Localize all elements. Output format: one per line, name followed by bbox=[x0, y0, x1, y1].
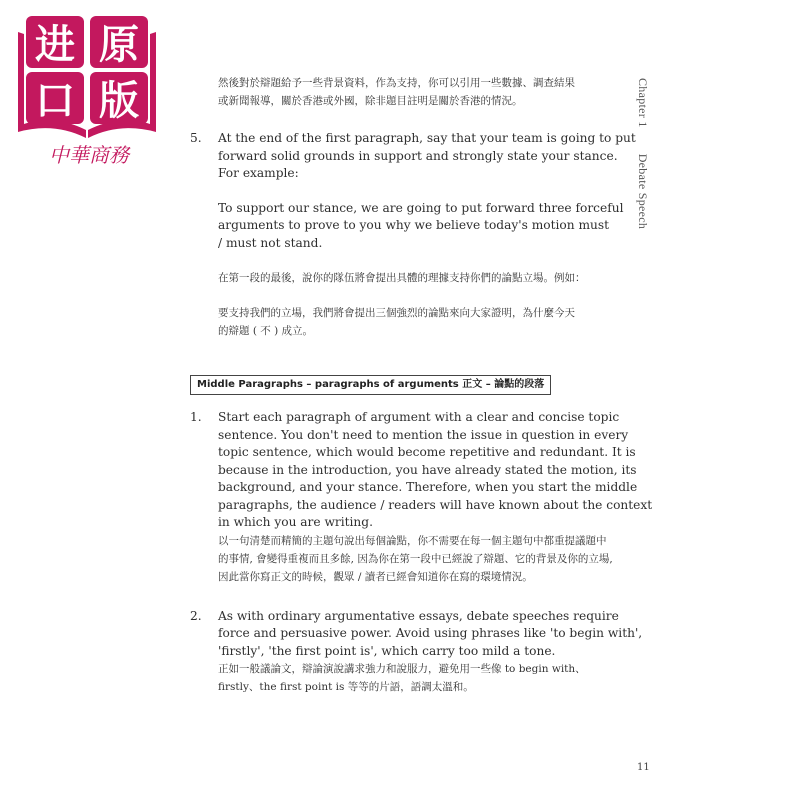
page-number: 11 bbox=[637, 762, 650, 773]
text-line: For example: bbox=[218, 166, 299, 180]
logo-char-3: 口 bbox=[35, 78, 75, 124]
text-line: 因此當你寫正文的時候，觀眾 / 讀者已經會知道你在寫的環境情況。 bbox=[218, 570, 533, 583]
item-number: 1. bbox=[190, 410, 202, 424]
text-line: paragraphs, the audience / readers will have known about the context bbox=[218, 497, 653, 512]
text-line: To support our stance, we are going to put forward three forceful bbox=[218, 200, 624, 215]
chapter-label: Chapter 1 bbox=[636, 78, 650, 128]
list-item-5 bbox=[190, 130, 636, 340]
text-line: 或新聞報導，關於香港或外國，除非題目註明是關於香港的情況。 bbox=[218, 95, 523, 107]
logo-char-2: 原 bbox=[99, 22, 139, 68]
text-line: 以一句清楚而精簡的主題句說出每個論點，你不需要在每一個主題句中都重提議題中 bbox=[218, 534, 607, 547]
publisher-logo bbox=[14, 14, 164, 174]
logo-char-1: 进 bbox=[35, 22, 75, 68]
book-logo-icon bbox=[14, 14, 164, 174]
item-number: 5. bbox=[190, 131, 202, 145]
section-heading: Middle Paragraphs – paragraphs of arguments 正文 – 論點的段落 bbox=[190, 375, 551, 395]
text-line: force and persuasive power. Avoid using phrases like 'to begin with', bbox=[218, 626, 643, 640]
text-line: Start each paragraph of argument with a clear and concise topic bbox=[218, 410, 620, 424]
text-line: background, and your stance. Therefore, when you start the middle bbox=[218, 480, 638, 494]
text-line: 在第一段的最後，說你的隊伍將會提出具體的理據支持你們的論點立場。例如： bbox=[218, 272, 586, 284]
item-number: 2. bbox=[190, 608, 202, 623]
text-line: forward solid grounds in support and strongly state your stance. bbox=[218, 148, 618, 163]
text-line: / must not stand. bbox=[218, 235, 323, 250]
text-line: As with ordinary argumentative essays, debate speeches require bbox=[218, 608, 619, 623]
running-header bbox=[635, 78, 650, 229]
text-line: 然後對於辯題給予一些背景資料，作為支持，你可以引用一些數據、調查結果 bbox=[218, 77, 575, 89]
text-line: topic sentence, which would become repetitive and redundant. It is bbox=[218, 445, 636, 459]
text-line: arguments to prove to you why we believe today's motion must bbox=[218, 218, 610, 232]
text-line: 的事情, 會變得重複而且多餘, 因為你在第一段中已經說了辯題、它的背景及你的立場, bbox=[218, 552, 613, 565]
text-line: sentence. You don't need to mention the issue in question in every bbox=[218, 427, 629, 442]
text-line: At the end of the first paragraph, say that your team is going to put bbox=[218, 131, 636, 145]
text-line: 要支持我們的立場，我們將會提出三個強烈的論點來向大家證明，為什麼今天 bbox=[218, 307, 575, 319]
logo-char-4: 版 bbox=[99, 78, 139, 124]
text-line: 正如一般議論文，辯論演說講求強力和說服力，避免用一些像 to begin with、 bbox=[218, 663, 586, 675]
intro-chinese bbox=[190, 74, 610, 110]
text-line: firstly、the first point is 等等的片語，語調太溫和。 bbox=[218, 681, 474, 693]
list-item-1 bbox=[190, 409, 653, 586]
logo-subtitle: 中華商務 bbox=[49, 143, 129, 167]
text-line: because in the introduction, you have already stated the motion, its bbox=[218, 462, 637, 477]
text-line: 'firstly', 'the first point is', which carry too mild a tone. bbox=[218, 643, 556, 658]
text-line: 的辯題 ( 不 ) 成立。 bbox=[218, 325, 314, 337]
chapter-title: Debate Speech bbox=[636, 153, 650, 230]
list-item-2 bbox=[190, 608, 643, 697]
section-heading-wrap bbox=[190, 372, 610, 395]
text-line: in which you are writing. bbox=[218, 515, 373, 529]
